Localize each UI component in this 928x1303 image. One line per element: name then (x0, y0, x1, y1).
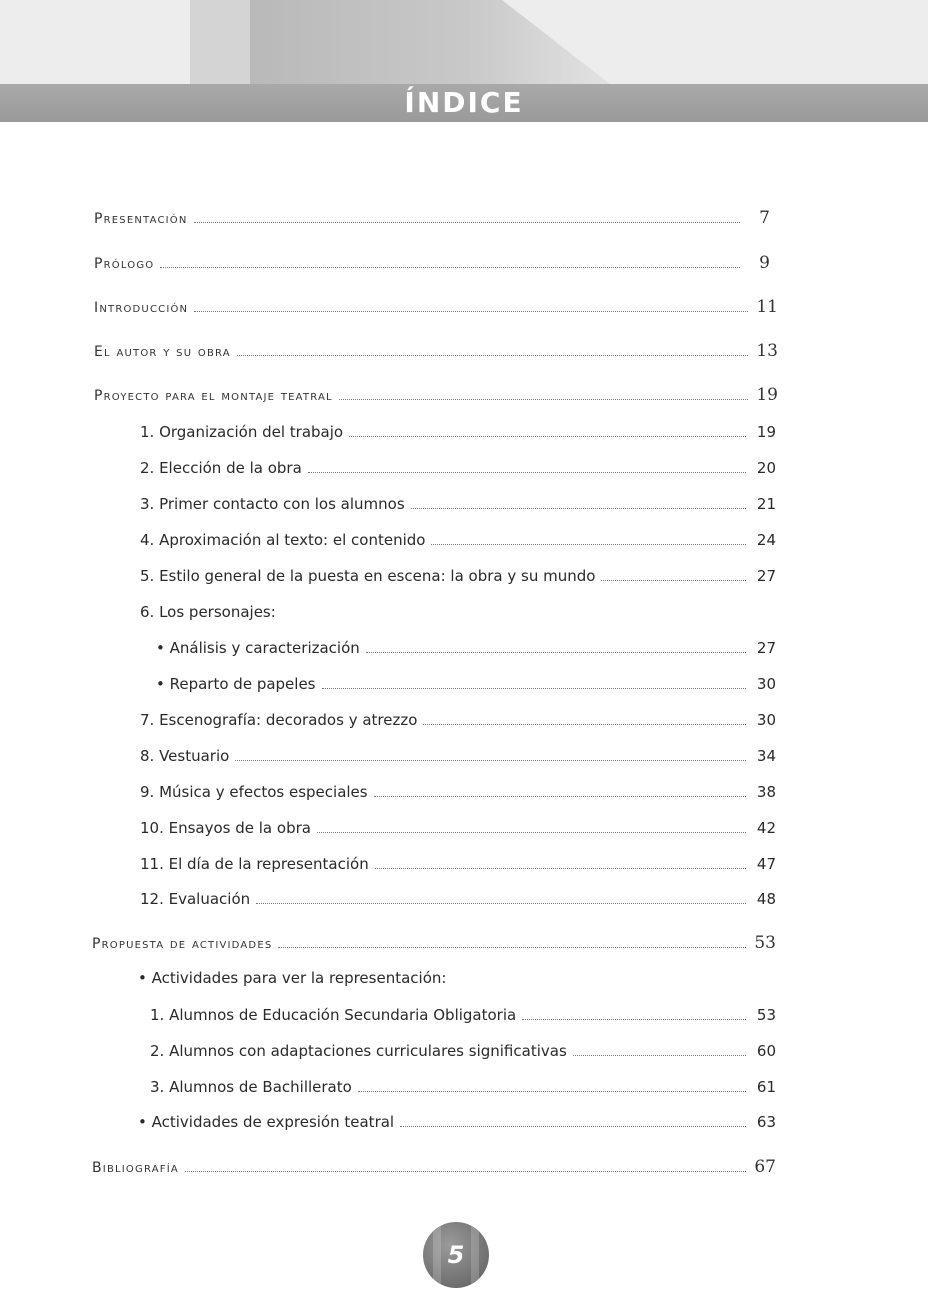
toc-entry-label: • Actividades de expresión teatral (138, 1113, 395, 1131)
dot-leader (400, 1126, 746, 1127)
toc-entry-label: 3. Primer contacto con los alumnos (140, 495, 405, 513)
toc-subentry[interactable] (140, 783, 776, 801)
dot-leader (322, 688, 747, 689)
dot-leader (194, 311, 748, 312)
toc-entry-page: 38 (756, 783, 776, 801)
dot-leader (194, 222, 740, 223)
toc-subheading: 6. Los personajes: (140, 603, 276, 621)
dot-leader (374, 796, 746, 797)
toc-entry-bibliografia[interactable] (92, 1157, 776, 1177)
dot-leader (423, 724, 746, 725)
toc-entry-page: 67 (754, 1157, 776, 1177)
toc-entry-label: 10. Ensayos de la obra (140, 819, 311, 837)
toc-entry-page: 53 (756, 1006, 776, 1024)
toc-entry-label: 3. Alumnos de Bachillerato (150, 1078, 352, 1096)
dot-leader (317, 832, 746, 833)
toc-subheading: • Actividades para ver la representación: (138, 969, 447, 987)
toc-entry-label: Proyecto para el montaje teatral (94, 388, 333, 404)
dot-leader (278, 947, 746, 948)
toc-entry-propuesta[interactable] (92, 933, 776, 953)
toc-subentry[interactable] (140, 711, 776, 729)
toc-entry-label: Prólogo (94, 256, 155, 272)
toc-entry-label: 12. Evaluación (140, 890, 251, 908)
toc-entry-label: • Análisis y caracterización (156, 639, 360, 657)
toc-subentry[interactable] (138, 1113, 776, 1131)
dot-leader (349, 436, 746, 437)
toc-entry-page: 53 (754, 933, 776, 953)
toc-entry-page: 24 (756, 531, 776, 549)
page-number-badge (423, 1222, 489, 1288)
toc-entry-label: 9. Música y efectos especiales (140, 783, 368, 801)
toc-subentry[interactable] (140, 855, 776, 873)
toc-entry-page: 60 (756, 1042, 776, 1060)
toc-subentry[interactable] (150, 1078, 776, 1096)
toc-entry-page: 30 (756, 711, 776, 729)
toc-subentry[interactable] (140, 495, 776, 513)
toc-subentry[interactable] (140, 890, 776, 908)
dot-leader (237, 355, 748, 356)
toc-entry-label: 7. Escenografía: decorados y atrezzo (140, 711, 418, 729)
toc-entry-page: 9 (759, 253, 770, 273)
toc-entry-page: 63 (756, 1113, 776, 1131)
dot-leader (185, 1171, 746, 1172)
toc-entry-page: 19 (756, 385, 778, 405)
toc-entry-page: 19 (756, 423, 776, 441)
toc-entry-page: 11 (756, 297, 778, 317)
toc-subentry[interactable] (140, 567, 776, 585)
toc-entry-proyecto[interactable] (94, 385, 778, 405)
toc-entry-label: 2. Alumnos con adaptaciones curriculares significativas (150, 1042, 567, 1060)
toc-entry-introduccion[interactable] (94, 297, 778, 317)
toc-entry-page: 61 (756, 1078, 776, 1096)
page-title: ÍNDICE (404, 86, 524, 119)
dot-leader (366, 652, 746, 653)
toc-entry-label: Bibliografía (92, 1160, 179, 1176)
dot-leader (522, 1019, 746, 1020)
toc-entry-page: 13 (756, 341, 778, 361)
toc-entry-page: 27 (756, 639, 776, 657)
toc-entry-page: 42 (756, 819, 776, 837)
toc-entry-label: Presentación (94, 211, 188, 227)
dot-leader (411, 508, 746, 509)
dot-leader (601, 580, 746, 581)
toc-entry-label: 8. Vestuario (140, 747, 230, 765)
toc-entry-label: 5. Estilo general de la puesta en escena: la obra y su mundo (140, 567, 596, 585)
toc-entry-page: 48 (756, 890, 776, 908)
dot-leader (573, 1055, 746, 1056)
dot-leader (431, 544, 746, 545)
header-background (0, 0, 928, 138)
toc-subentry[interactable] (140, 459, 776, 477)
toc-entry-label: Introducción (94, 300, 189, 316)
toc-entry-page: 47 (756, 855, 776, 873)
toc-entry-label: El autor y su obra (94, 344, 231, 360)
toc-entry-prologo[interactable] (94, 253, 770, 273)
dot-leader (235, 760, 746, 761)
toc-entry-label: Propuesta de actividades (92, 936, 273, 952)
toc-entry-label: • Reparto de papeles (156, 675, 316, 693)
toc-entry-page: 21 (756, 495, 776, 513)
dot-leader (358, 1091, 746, 1092)
toc-entry-page: 20 (756, 459, 776, 477)
dot-leader (308, 472, 746, 473)
dot-leader (339, 399, 748, 400)
toc-entry-label: 2. Elección de la obra (140, 459, 302, 477)
dot-leader (160, 267, 740, 268)
header-shape-mid (190, 0, 250, 84)
toc-entry-presentacion[interactable] (94, 208, 770, 228)
toc-subentry[interactable] (156, 675, 776, 693)
toc-subentry[interactable] (140, 747, 776, 765)
toc-subentry[interactable] (140, 423, 776, 441)
toc-subentry[interactable] (156, 639, 776, 657)
toc-entry-label: 11. El día de la representación (140, 855, 369, 873)
toc-subentry[interactable] (140, 531, 776, 549)
toc-entry-page: 34 (756, 747, 776, 765)
toc-entry-label: 1. Organización del trabajo (140, 423, 344, 441)
toc-subentry[interactable] (150, 1042, 776, 1060)
toc-entry-page: 30 (756, 675, 776, 693)
toc-entry-label: 1. Alumnos de Educación Secundaria Obligatoria (150, 1006, 517, 1024)
toc-entry-page: 7 (759, 208, 770, 228)
toc-subentry[interactable] (150, 1006, 776, 1024)
toc-entry-autor[interactable] (94, 341, 778, 361)
dot-leader (256, 903, 746, 904)
toc-subentry[interactable] (140, 819, 776, 837)
toc-entry-page: 27 (756, 567, 776, 585)
toc-entry-label: 4. Aproximación al texto: el contenido (140, 531, 426, 549)
dot-leader (375, 868, 746, 869)
page-number: 5 (447, 1241, 465, 1269)
